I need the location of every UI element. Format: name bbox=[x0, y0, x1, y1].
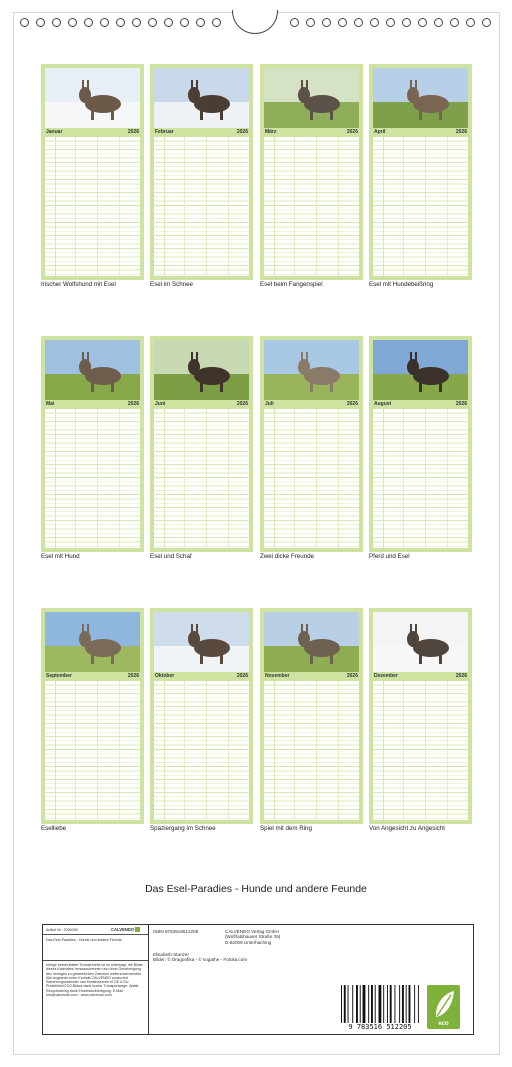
month-header bbox=[264, 672, 359, 680]
photo-caption: Esel mit Hundebeißring bbox=[369, 281, 434, 288]
planner-grid bbox=[45, 137, 140, 276]
month-header bbox=[154, 128, 249, 136]
month-photo bbox=[264, 340, 359, 400]
month-photo bbox=[154, 612, 249, 672]
month-photo bbox=[373, 68, 468, 128]
month-year: 2026 bbox=[455, 129, 467, 135]
photo-caption: Spiel mit dem Ring bbox=[260, 825, 312, 832]
month-name: Juni bbox=[155, 401, 166, 407]
month-name: Februar bbox=[155, 129, 174, 135]
binding-ring bbox=[52, 18, 61, 27]
month-year: 2026 bbox=[127, 129, 139, 135]
publisher-line: CALVENDO Verlag GmbH bbox=[225, 929, 279, 934]
month-name: September bbox=[46, 673, 72, 679]
month-year: 2026 bbox=[236, 673, 248, 679]
planner-grid bbox=[45, 681, 140, 820]
binding-ring bbox=[306, 18, 315, 27]
photo-caption: Spaziergang im Schnee bbox=[150, 825, 216, 832]
binding-ring bbox=[164, 18, 173, 27]
author: Elisabeth Stanzer bbox=[153, 952, 190, 957]
isbn: ISBN 9783516512205 bbox=[153, 929, 199, 934]
month-block bbox=[41, 64, 144, 280]
month-photo bbox=[45, 68, 140, 128]
binding-ring bbox=[434, 18, 443, 27]
article-row bbox=[43, 925, 149, 935]
photo-credits: Bilder: © Dragonfika - © sogathe - Fotolia.com bbox=[153, 957, 248, 962]
month-header bbox=[264, 128, 359, 136]
publisher-line: D-82008 Unterhaching bbox=[225, 939, 272, 945]
binding-ring bbox=[36, 18, 45, 27]
month-block bbox=[41, 336, 144, 552]
binding-ring bbox=[482, 18, 491, 27]
month-block bbox=[260, 608, 363, 824]
photo-caption: Esel im Schnee bbox=[150, 281, 193, 288]
product-info-box bbox=[42, 924, 474, 1035]
planner-grid bbox=[264, 681, 359, 820]
product-info-right bbox=[331, 925, 473, 1034]
month-block bbox=[260, 336, 363, 552]
planner-grid bbox=[154, 137, 249, 276]
month-block bbox=[369, 64, 472, 280]
month-year: 2026 bbox=[236, 401, 248, 407]
photo-caption: Eselliebe bbox=[41, 825, 67, 832]
barcode-bars bbox=[339, 985, 421, 1023]
month-name: Dezember bbox=[374, 673, 398, 679]
publisher-address bbox=[225, 929, 280, 945]
binding-ring bbox=[322, 18, 331, 27]
binding-ring bbox=[20, 18, 29, 27]
calendar-title: Das Esel-Paradies - Hunde und andere Feunde bbox=[145, 883, 367, 895]
barcode bbox=[339, 985, 421, 1031]
binding-ring bbox=[402, 18, 411, 27]
photo-caption: Esel mit Hund bbox=[41, 553, 80, 560]
month-photo bbox=[373, 340, 468, 400]
month-header bbox=[154, 400, 249, 408]
month-year: 2026 bbox=[236, 129, 248, 135]
planner-grid bbox=[264, 137, 359, 276]
eco-label: eco bbox=[438, 1021, 449, 1027]
month-name: Oktober bbox=[155, 673, 175, 679]
month-header bbox=[264, 400, 359, 408]
planner-grid bbox=[45, 409, 140, 548]
planner-grid bbox=[373, 681, 468, 820]
month-header bbox=[373, 672, 468, 680]
month-header bbox=[373, 400, 468, 408]
planner-grid bbox=[154, 681, 249, 820]
month-block bbox=[150, 64, 253, 280]
month-year: 2026 bbox=[346, 673, 358, 679]
month-name: April bbox=[374, 129, 386, 135]
photo-caption: Von Angesicht zu Angesicht bbox=[369, 825, 446, 832]
month-photo bbox=[264, 68, 359, 128]
photo-caption: Esel beim Fangenspiel bbox=[260, 281, 323, 288]
month-year: 2026 bbox=[346, 129, 358, 135]
planner-grid bbox=[373, 137, 468, 276]
binding-ring bbox=[338, 18, 347, 27]
product-info-middle bbox=[149, 925, 331, 1034]
photo-caption: Pferd und Esel bbox=[369, 553, 410, 560]
month-photo bbox=[45, 612, 140, 672]
month-year: 2026 bbox=[346, 401, 358, 407]
binding-ring bbox=[148, 18, 157, 27]
month-block bbox=[41, 608, 144, 824]
product-info-left bbox=[43, 925, 149, 1034]
binding-ring bbox=[68, 18, 77, 27]
binding-ring bbox=[466, 18, 475, 27]
planner-grid bbox=[373, 409, 468, 548]
month-photo bbox=[154, 68, 249, 128]
month-name: Januar bbox=[46, 129, 63, 135]
article-number: Artikel Nr.: 2090095 bbox=[46, 928, 78, 932]
photo-caption: Irischer Wolfshund mit Esel bbox=[41, 281, 116, 288]
month-name: Mai bbox=[46, 401, 55, 407]
month-header bbox=[45, 400, 140, 408]
legal-notice: Infolge beschränkter Schutzrechte ist es untersagt, die Bilder dieses Kalenders herauszutrennen und ohne Genehmigung des Verlages zu gewerblichen Zwecken weiterzuverwenden. Alle Angebote unter Kontakt CALVENDO produziert Sammlungskalender und Kreativservice in DE & EU. Preisfehler/CO2-Bilanz dank bunter Transportwege. Abfall-Recyclewising dank Einzelstückfertigung. E-Mail: info@calvendo.com · www.calvendo.com bbox=[46, 963, 143, 998]
month-block bbox=[150, 336, 253, 552]
month-header bbox=[154, 672, 249, 680]
binding-ring bbox=[450, 18, 459, 27]
binding-ring bbox=[180, 18, 189, 27]
planner-grid bbox=[264, 409, 359, 548]
binding-ring bbox=[132, 18, 141, 27]
brand-logo: CALVENDO bbox=[111, 927, 135, 932]
month-photo bbox=[264, 612, 359, 672]
binding-ring bbox=[212, 18, 221, 27]
month-block bbox=[369, 336, 472, 552]
binding-ring bbox=[84, 18, 93, 27]
month-photo bbox=[45, 340, 140, 400]
month-block bbox=[369, 608, 472, 824]
product-title: Das Esel-Paradies - Hunde und andere Feunde bbox=[46, 938, 122, 942]
binding-ring bbox=[100, 18, 109, 27]
binding-ring bbox=[370, 18, 379, 27]
binding-ring bbox=[116, 18, 125, 27]
month-block bbox=[150, 608, 253, 824]
month-header bbox=[45, 672, 140, 680]
month-name: November bbox=[265, 673, 290, 679]
binding-ring bbox=[196, 18, 205, 27]
month-header bbox=[373, 128, 468, 136]
month-name: März bbox=[265, 129, 277, 135]
month-name: August bbox=[374, 401, 392, 407]
binding-ring bbox=[290, 18, 299, 27]
brand-logo-mark bbox=[135, 927, 140, 932]
binding-ring bbox=[354, 18, 363, 27]
product-title-row bbox=[43, 935, 149, 961]
barcode-number: 9 783516 512205 bbox=[348, 1023, 412, 1031]
month-name: Juli bbox=[265, 401, 274, 407]
month-photo bbox=[154, 340, 249, 400]
month-year: 2026 bbox=[455, 673, 467, 679]
publisher-line: (Wolfratshauser Straße 39) bbox=[225, 934, 281, 940]
month-block bbox=[260, 64, 363, 280]
binding-ring bbox=[418, 18, 427, 27]
photo-caption: Esel und Schaf bbox=[150, 553, 192, 560]
eco-badge bbox=[427, 985, 460, 1029]
month-header bbox=[45, 128, 140, 136]
month-year: 2026 bbox=[127, 401, 139, 407]
month-year: 2026 bbox=[455, 401, 467, 407]
binding-ring bbox=[386, 18, 395, 27]
planner-grid bbox=[154, 409, 249, 548]
month-year: 2026 bbox=[127, 673, 139, 679]
month-photo bbox=[373, 612, 468, 672]
photo-caption: Zwei dicke Freunde bbox=[260, 553, 314, 560]
